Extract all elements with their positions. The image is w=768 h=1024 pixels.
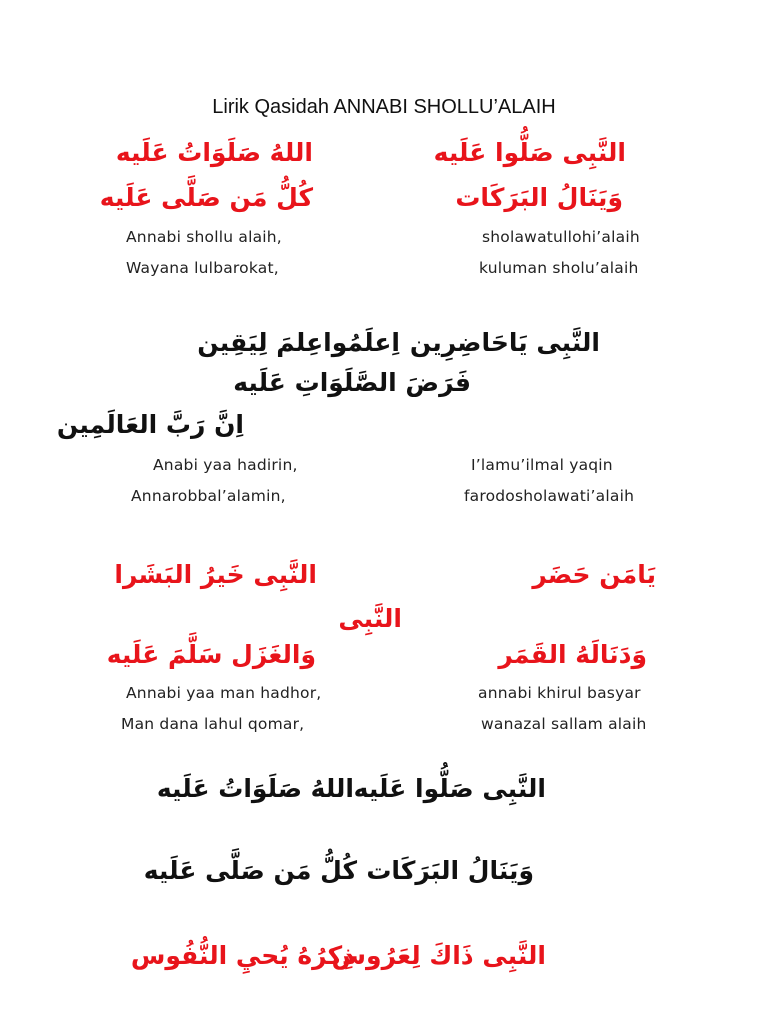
arabic-line-v3-2: النَّبِى bbox=[338, 604, 402, 633]
arabic-line-v1-2-left: كُلُّ مَن صَلَّى عَلَيه bbox=[99, 183, 313, 212]
arabic-line-v1-1-left: اللهُ صَلَوَاتُ عَلَيه bbox=[115, 138, 313, 167]
latin-line-v3-1-right: annabi khirul basyar bbox=[478, 684, 641, 702]
arabic-line-v4-1-left: اللهُ صَلَوَاتُ عَلَيه bbox=[156, 774, 354, 803]
latin-line-v1-1-left: Annabi shollu alaih, bbox=[126, 228, 282, 246]
latin-line-v2-2-left: Annarobbal’alamin, bbox=[131, 487, 286, 505]
arabic-line-v2-2: فَرَضَ الصَّلَوَاتِ عَلَيه bbox=[233, 368, 471, 397]
latin-line-v2-2-right: farodosholawati’alaih bbox=[464, 487, 635, 505]
arabic-line-v4-2-left: كُلُّ مَن صَلَّى عَلَيه bbox=[143, 856, 357, 885]
arabic-line-v2-1-right: النَّبِى يَاحَاضِرِين bbox=[409, 328, 600, 357]
latin-line-v1-2-left: Wayana lulbarokat, bbox=[126, 259, 279, 277]
arabic-line-v2-1-left: اِعلَمُواعِلمَ لِيَقِين bbox=[197, 328, 400, 357]
arabic-line-v1-2-right: وَيَنَالُ البَرَكَات bbox=[455, 183, 623, 212]
arabic-line-v4-2-right: وَيَنَالُ البَرَكَات bbox=[366, 856, 534, 885]
arabic-line-v1-1-right: النَّبِى صَلُّوا عَلَيه bbox=[433, 138, 626, 167]
arabic-line-v4-1-right: النَّبِى صَلُّوا عَلَيه bbox=[353, 774, 546, 803]
latin-line-v1-2-right: kuluman sholu’alaih bbox=[479, 259, 639, 277]
page-title: Lirik Qasidah ANNABI SHOLLU’ALAIH bbox=[212, 96, 556, 118]
arabic-line-v2-3: اِنَّ رَبَّ العَالَمِين bbox=[56, 410, 244, 439]
latin-line-v2-1-left: Anabi yaa hadirin, bbox=[153, 456, 298, 474]
arabic-line-v3-3-right: وَدَنَالَهُ القَمَر bbox=[498, 640, 647, 669]
arabic-line-v3-3-left: وَالغَزَل سَلَّمَ عَلَيه bbox=[106, 640, 316, 669]
latin-line-v2-1-right: I’lamu’ilmal yaqin bbox=[471, 456, 613, 474]
latin-line-v3-2-left: Man dana lahul qomar, bbox=[121, 715, 305, 733]
arabic-line-v3-1-left: النَّبِى خَيرُ البَشَرا bbox=[114, 560, 317, 589]
arabic-line-v4-3-left: ذِكرُهُ يُحيِ النُّفُوس bbox=[130, 941, 355, 970]
latin-line-v3-2-right: wanazal sallam alaih bbox=[481, 715, 647, 733]
latin-line-v1-1-right: sholawatullohi’alaih bbox=[482, 228, 640, 246]
arabic-line-v4-3-right: النَّبِى ذَاكَ لِعَرُوس bbox=[331, 941, 546, 970]
arabic-line-v3-1-right: يَامَن حَضَر bbox=[532, 560, 656, 589]
latin-line-v3-1-left: Annabi yaa man hadhor, bbox=[126, 684, 322, 702]
